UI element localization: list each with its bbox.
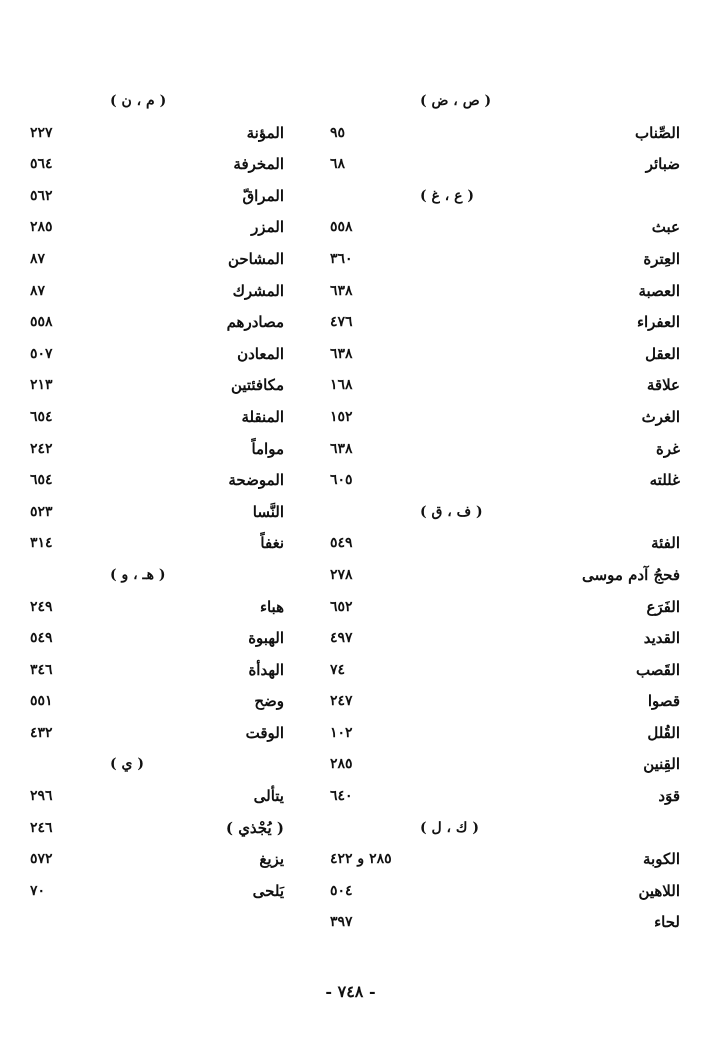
index-entry — [20, 149, 290, 181]
index-entry — [330, 749, 680, 781]
index-entry — [330, 560, 680, 592]
section-header: ( ص ، ض ) — [420, 93, 492, 109]
entry-word: يتألى — [253, 787, 284, 806]
index-entry — [20, 623, 290, 655]
entry-word: العصبة — [638, 281, 680, 300]
section-header: ( ع ، غ ) — [420, 187, 474, 204]
index-entry — [20, 370, 290, 402]
entry-word: المشرك — [232, 281, 284, 300]
entry-page-ref: ٦٣٨ — [330, 282, 353, 299]
entry-word: النَّسا — [252, 502, 284, 521]
entry-word: وضح — [254, 692, 284, 711]
entry-page-ref: ٤٣٢ — [30, 724, 53, 741]
index-entry — [20, 434, 290, 466]
entry-page-ref: ٢٤٩ — [30, 598, 53, 615]
index-entry — [330, 370, 680, 402]
index-entry — [20, 402, 290, 434]
section-header-row — [330, 813, 680, 845]
index-entry — [330, 686, 680, 718]
entry-page-ref: ٣٤٦ — [30, 661, 53, 678]
entry-page-ref: ١٦٨ — [330, 377, 353, 394]
entry-word: القديد — [643, 629, 680, 648]
index-entry — [20, 844, 290, 876]
entry-page-ref: ٢٩٦ — [30, 788, 53, 805]
entry-page-ref: ٩٥ — [330, 124, 346, 141]
entry-word: المؤنة — [246, 123, 284, 142]
index-entry — [20, 592, 290, 624]
entry-word: اللاهين — [638, 881, 680, 900]
entry-word: الفئة — [651, 534, 680, 553]
index-entry — [330, 623, 680, 655]
index-entry — [20, 686, 290, 718]
index-entry — [330, 718, 680, 750]
entry-word: غللته — [649, 471, 680, 490]
entry-word: المخرفة — [233, 155, 284, 174]
entry-page-ref: ٢٤٢ — [30, 440, 53, 457]
index-entry — [330, 276, 680, 308]
entry-word: الصِّناب — [635, 123, 680, 142]
index-entry — [20, 655, 290, 687]
entry-word: مصادرهم — [226, 313, 284, 332]
entry-word: عبث — [651, 218, 680, 237]
section-header-row — [20, 749, 290, 781]
entry-word: غرة — [656, 439, 680, 458]
index-entry — [330, 402, 680, 434]
entry-page-ref: ٥٥١ — [30, 693, 53, 710]
entry-page-ref: ١٠٢ — [330, 724, 353, 741]
entry-word: لحاء — [654, 913, 680, 932]
entry-page-ref: ٢٨٥ — [30, 219, 53, 236]
entry-page-ref: ٦٣٨ — [330, 440, 353, 457]
entry-word: الوقت — [245, 723, 284, 742]
entry-word: المعادن — [237, 344, 284, 363]
entry-page-ref: ٨٧ — [30, 250, 46, 267]
section-header-row — [20, 86, 290, 118]
index-entry — [20, 307, 290, 339]
entry-word: يَلحى — [252, 881, 284, 900]
entry-page-ref: ٢٤٧ — [330, 693, 353, 710]
entry-word: الموضحة — [228, 471, 284, 490]
entry-page-ref: ٥٤٩ — [330, 535, 353, 552]
index-entry — [330, 307, 680, 339]
section-header: ( ف ، ق ) — [420, 503, 483, 520]
entry-page-ref: ٥٧٢ — [30, 851, 53, 868]
index-entry — [20, 118, 290, 150]
entry-word: يزيغ — [259, 850, 284, 869]
index-entry — [20, 718, 290, 750]
entry-page-ref: ٧٠ — [30, 882, 46, 899]
entry-page-ref: ٦٤٠ — [330, 788, 353, 805]
entry-page-ref: ٨٧ — [30, 282, 46, 299]
entry-word: ( يُجْذي ) — [225, 818, 284, 837]
entry-page-ref: ١٥٢ — [330, 408, 353, 425]
entry-page-ref: ٥٠٤ — [330, 882, 353, 899]
entry-page-ref: ٣١٤ — [30, 535, 53, 552]
index-entry — [20, 876, 290, 908]
entry-word: ضبائر — [645, 155, 680, 174]
entry-page-ref: ٢١٣ — [30, 377, 53, 394]
entry-page-ref: ٣٦٠ — [330, 250, 353, 267]
index-entry — [330, 465, 680, 497]
index-entry — [330, 592, 680, 624]
index-entry — [20, 244, 290, 276]
index-entry — [330, 339, 680, 371]
index-entry — [330, 528, 680, 560]
entry-page-ref: ٢٢٧ — [30, 124, 53, 141]
index-entry — [20, 339, 290, 371]
entry-word: القَصب — [635, 660, 680, 679]
entry-word: العقل — [645, 344, 680, 363]
index-entry — [330, 149, 680, 181]
section-header-row — [330, 86, 680, 118]
entry-word: علاقة — [646, 376, 680, 395]
entry-page-ref: ٢٤٦ — [30, 819, 53, 836]
index-entry — [330, 118, 680, 150]
entry-word: قصوا — [647, 692, 680, 711]
entry-page-ref: ٥٦٤ — [30, 156, 53, 173]
index-entry — [20, 497, 290, 529]
entry-word: مواماً — [251, 439, 284, 458]
entry-page-ref: ٦٥٢ — [330, 598, 353, 615]
entry-page-ref: ٥٥٨ — [30, 314, 53, 331]
entry-word: الهدأة — [248, 660, 284, 679]
entry-page-ref: ٦٥٤ — [30, 472, 53, 489]
entry-word: الغرث — [641, 407, 680, 426]
index-entry — [330, 844, 680, 876]
entry-word: قوَد — [658, 787, 680, 806]
index-entry — [20, 181, 290, 213]
entry-page-ref: ٦٥٤ — [30, 408, 53, 425]
section-header: ( ك ، ل ) — [420, 819, 479, 836]
entry-word: القُلل — [647, 723, 680, 742]
entry-page-ref: ٥٦٢ — [30, 187, 53, 204]
right-column — [330, 86, 680, 939]
section-header-row — [330, 181, 680, 213]
entry-page-ref: ٦٠٥ — [330, 472, 353, 489]
index-entry — [330, 876, 680, 908]
entry-word: المزر — [251, 218, 284, 237]
entry-word: الهبوة — [248, 629, 284, 648]
entry-page-ref: ٢٨٥ و ٤٢٢ — [330, 851, 392, 868]
entry-word: الفَرَع — [646, 597, 680, 616]
page-number: - ٧٤٨ - — [325, 982, 376, 1001]
index-entry — [20, 528, 290, 560]
section-header: ( م ، ن ) — [110, 93, 167, 109]
index-entry — [330, 212, 680, 244]
section-header-row — [20, 560, 290, 592]
entry-word: العِترة — [643, 249, 680, 268]
index-entry — [330, 907, 680, 939]
entry-word: الكوبة — [643, 850, 680, 869]
entry-page-ref: ٥٠٧ — [30, 345, 53, 362]
index-entry — [330, 655, 680, 687]
entry-page-ref: ٥٤٩ — [30, 630, 53, 647]
entry-page-ref: ٧٤ — [330, 661, 346, 678]
entry-page-ref: ٢٨٥ — [330, 756, 353, 773]
index-entry — [20, 276, 290, 308]
entry-page-ref: ٥٢٣ — [30, 503, 53, 520]
index-entry — [20, 212, 290, 244]
index-entry — [20, 813, 290, 845]
entry-page-ref: ٤٩٧ — [330, 630, 353, 647]
entry-word: المشاحن — [227, 249, 284, 268]
entry-word: هباء — [259, 597, 284, 616]
entry-page-ref: ٦٨ — [330, 156, 346, 173]
index-entry — [20, 781, 290, 813]
section-header: ( هـ ، و ) — [110, 566, 166, 583]
entry-page-ref: ٥٥٨ — [330, 219, 353, 236]
section-header-row — [330, 497, 680, 529]
entry-word: العفراء — [636, 313, 680, 332]
entry-word: المنقلة — [241, 407, 284, 426]
index-entry — [330, 781, 680, 813]
entry-page-ref: ٣٩٧ — [330, 914, 353, 931]
entry-word: القِنين — [643, 755, 680, 774]
index-entry — [20, 465, 290, 497]
entry-page-ref: ٤٧٦ — [330, 314, 353, 331]
entry-word: نغفاً — [260, 534, 284, 553]
entry-word: المراقّ — [242, 186, 284, 205]
section-header: ( ي ) — [110, 756, 144, 773]
left-column — [20, 86, 290, 907]
entry-page-ref: ٦٣٨ — [330, 345, 353, 362]
entry-page-ref: ٢٧٨ — [330, 566, 353, 583]
entry-word: فحجُ آدم موسى — [582, 565, 680, 584]
index-entry — [330, 434, 680, 466]
entry-word: مكافئتين — [230, 376, 284, 395]
index-entry — [330, 244, 680, 276]
